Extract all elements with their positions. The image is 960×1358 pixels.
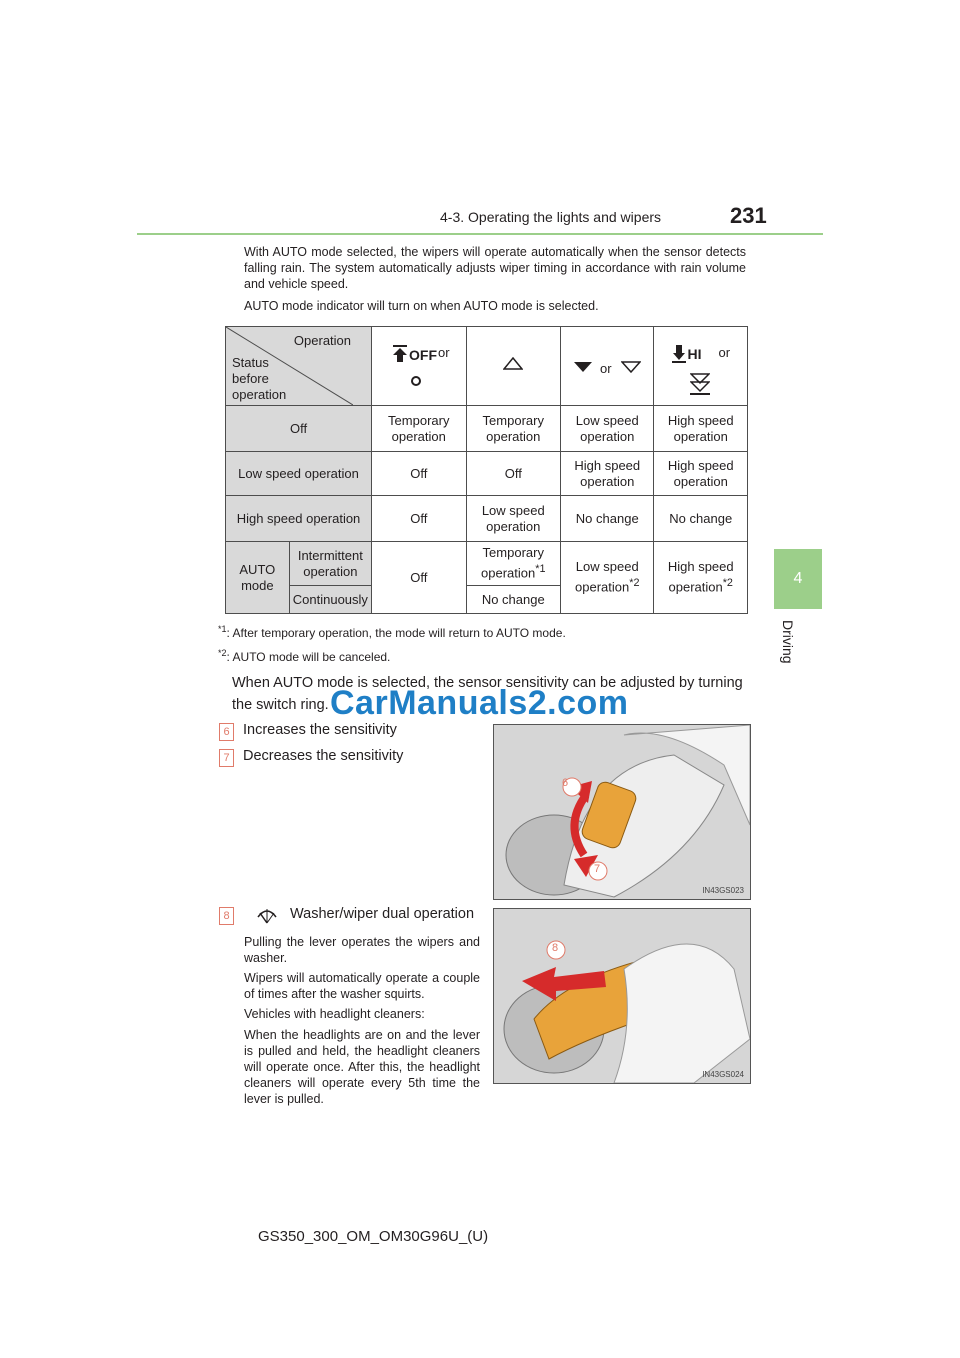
down-chevron-icon [621,361,641,373]
table-cell: No change [654,496,748,542]
table-cell: High speed operation [654,406,748,452]
footnote-text: : After temporary operation, the mode will return to AUTO mode. [226,626,566,640]
increase-sensitivity-label: Increases the sensitivity [243,722,397,738]
auto-continuous-label: Continuously [289,586,371,614]
cell-text: Temporary operation [481,545,544,581]
op-col-off [372,327,467,406]
cell-text: Low speed operation [575,559,639,595]
status-heading: Status before operation [232,355,287,402]
table-cell: Temporary operation [466,406,561,452]
switch-ring-drawing [494,725,750,899]
down-arrow-bar-icon [672,345,686,363]
table-cell: No change [466,586,561,614]
washer-paragraph: Pulling the lever operates the wipers and washer. [244,935,480,965]
table-cell: Off [466,452,561,496]
footnote-1 [218,624,566,640]
callout-7: 7 [219,749,234,767]
figure-callout-6: 6 [562,777,569,789]
hi-symbol: HI [687,346,702,362]
washer-paragraph: Wipers will automatically operate a couple of times after the washer squirts. [244,971,480,1001]
switch-ring-illustration [493,724,751,900]
or-text: or [718,345,731,360]
operation-heading: Operation [293,333,352,348]
op-col-down [561,327,654,406]
table-cell: Temporary operation [372,406,467,452]
chapter-tab: 4 [774,549,822,609]
washer-paragraph: Vehicles with headlight cleaners: [244,1007,425,1021]
wiper-operation-table [225,326,748,614]
table-cell: Low speed operation [466,496,561,542]
table-corner-header [226,327,372,406]
footer-model-code: GS350_300_OM_OM30G96U_(U) [258,1228,489,1245]
down-triangle-icon [573,361,593,373]
auto-mode-label: AUTO mode [226,542,290,614]
or-text: or [438,345,450,360]
washer-lever-drawing [494,909,750,1083]
row-status: Off [226,406,372,452]
footnote-2 [218,648,390,664]
header-rule [137,233,823,235]
table-row [226,542,748,586]
figure-callout-7: 7 [594,863,601,875]
double-down-chevron-icon [690,373,710,395]
footnote-text: : AUTO mode will be canceled. [226,650,391,664]
washer-wiper-icon [256,903,278,925]
sensitivity-paragraph: When AUTO mode is selected, the sensor sensitivity can be adjusted by turning the switch ring. [232,675,743,713]
washer-title: Washer/wiper dual operation [290,906,475,922]
table-row [226,496,748,542]
table-row [226,406,748,452]
indicator-note: AUTO mode indicator will turn on when AUTO mode is selected. [244,299,599,313]
washer-lever-illustration [493,908,751,1084]
table-cell: Low speed operation [561,406,654,452]
section-title: 4-3. Operating the lights and wipers [440,209,662,225]
auto-intermittent-label: Intermittent operation [289,542,371,586]
footnote-mark: *2 [629,577,640,590]
or-text: or [600,361,612,376]
table-cell: Off [372,496,467,542]
row-status: High speed operation [226,496,372,542]
table-row [226,452,748,496]
callout-6: 6 [219,723,234,741]
op-col-up [466,327,561,406]
watermark: CarManuals2.com [330,684,629,722]
page-number: 231 [730,203,767,228]
callout-8: 8 [219,907,234,925]
figure-code: IN43GS023 [702,886,744,895]
table-cell: High speed operation [561,452,654,496]
chapter-label: Driving [780,620,796,664]
off-symbol: OFF [409,347,438,363]
row-status: Low speed operation [226,452,372,496]
decrease-sensitivity-label: Decreases the sensitivity [243,748,404,764]
table-cell: High speed operation [654,452,748,496]
table-cell [654,542,748,614]
table-cell: No change [561,496,654,542]
table-cell [466,542,561,586]
footnote-mark: *2 [722,577,733,590]
washer-paragraph: When the headlights are on and the lever is pulled and held, the headlight cleaners will operate once. After this, the headlight cleaners will operate every 5th time the lever is pulled. [244,1028,480,1106]
cell-text: High speed operation [667,559,734,595]
table-cell [561,542,654,614]
intro-paragraph: With AUTO mode selected, the wipers will operate automatically when the sensor detects falling rain. The system automatically adjusts wiper timing in accordance with rain volume and vehicle speed. [244,245,746,291]
footnote-mark: *1 [535,563,546,576]
figure-callout-8: 8 [552,942,559,954]
figure-code: IN43GS024 [702,1070,744,1079]
footnote-mark: *2 [218,648,227,658]
up-arrow-bar-icon [392,345,408,363]
mist-circle-icon [410,375,422,387]
table-cell: Off [372,452,467,496]
table-cell: Off [372,542,467,614]
up-chevron-icon [503,357,523,371]
op-col-hi [654,327,748,406]
footnote-mark: *1 [218,624,227,634]
